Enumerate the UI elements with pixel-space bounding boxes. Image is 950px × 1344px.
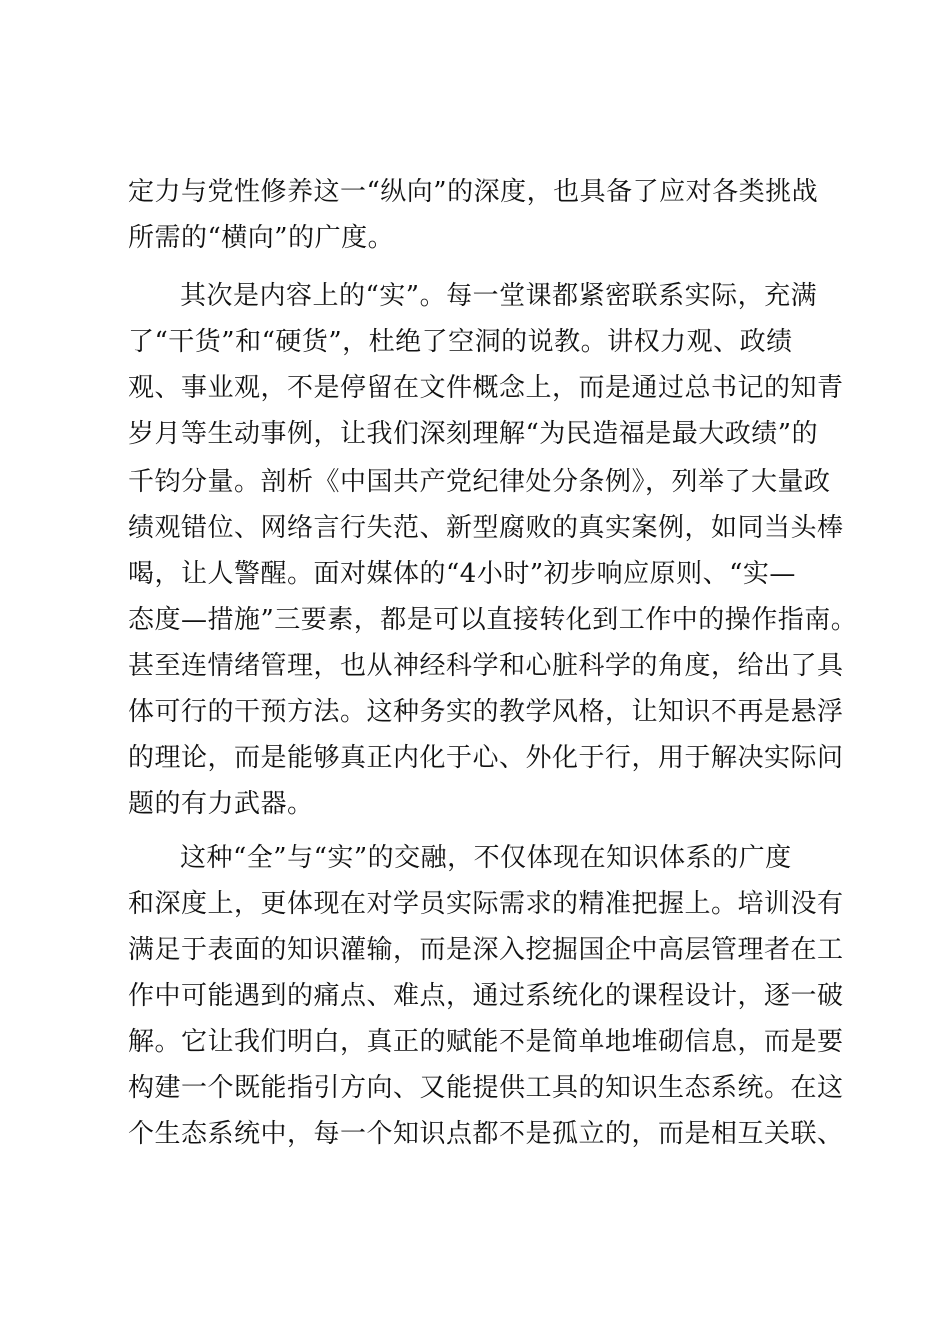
text-line: 绩观错位、网络言行失范、新型腐败的真实案例，如同当头棒: [128, 513, 844, 543]
paragraph-first-line: 其次是内容上的“实”。每一堂课都紧密联系实际，充满: [180, 281, 818, 311]
text-line: 和深度上，更体现在对学员实际需求的精准把握上。培训没有: [128, 889, 844, 919]
text-line: 定力与党性修养这一“纵向”的深度，也具备了应对各类挑战: [128, 177, 819, 207]
text-line: 个生态系统中，每一个知识点都不是孤立的，而是相互关联、: [128, 1119, 844, 1149]
text-line: 构建一个既能指引方向、又能提供工具的知识生态系统。在这: [128, 1073, 844, 1103]
text-line: 了“干货”和“硬货”，杜绝了空洞的说教。讲权力观、政绩: [128, 327, 793, 357]
text-line: 题的有力武器。: [128, 789, 314, 819]
text-line: 作中可能遇到的痛点、难点，通过系统化的课程设计，逐一破: [128, 981, 844, 1011]
text-line: 解。它让我们明白，真正的赋能不是简单地堆砌信息，而是要: [128, 1027, 844, 1057]
text-line: 满足于表面的知识灌输，而是深入挖掘国企中高层管理者在工: [128, 935, 844, 965]
text-line: 甚至连情绪管理，也从神经科学和心脏科学的角度，给出了具: [128, 651, 844, 681]
text-line: 的理论，而是能够真正内化于心、外化于行，用于解决实际问: [128, 743, 844, 773]
text-line: 体可行的干预方法。这种务实的教学风格，让知识不再是悬浮: [128, 697, 844, 727]
text-line: 观、事业观，不是停留在文件概念上，而是通过总书记的知青: [128, 373, 844, 403]
paragraph-first-line: 这种“全”与“实”的交融，不仅体现在知识体系的广度: [180, 843, 792, 873]
text-line: 岁月等生动事例，让我们深刻理解“为民造福是最大政绩”的: [128, 419, 819, 449]
text-line: 态度—措施”三要素，都是可以直接转化到工作中的操作指南。: [128, 605, 858, 635]
text-line: 千钧分量。剖析《中国共产党纪律处分条例》，列举了大量政: [128, 467, 831, 497]
text-line: 喝，让人警醒。面对媒体的“4小时”初步响应原则、“实—: [128, 559, 796, 589]
text-line: 所需的“横向”的广度。: [128, 223, 395, 253]
